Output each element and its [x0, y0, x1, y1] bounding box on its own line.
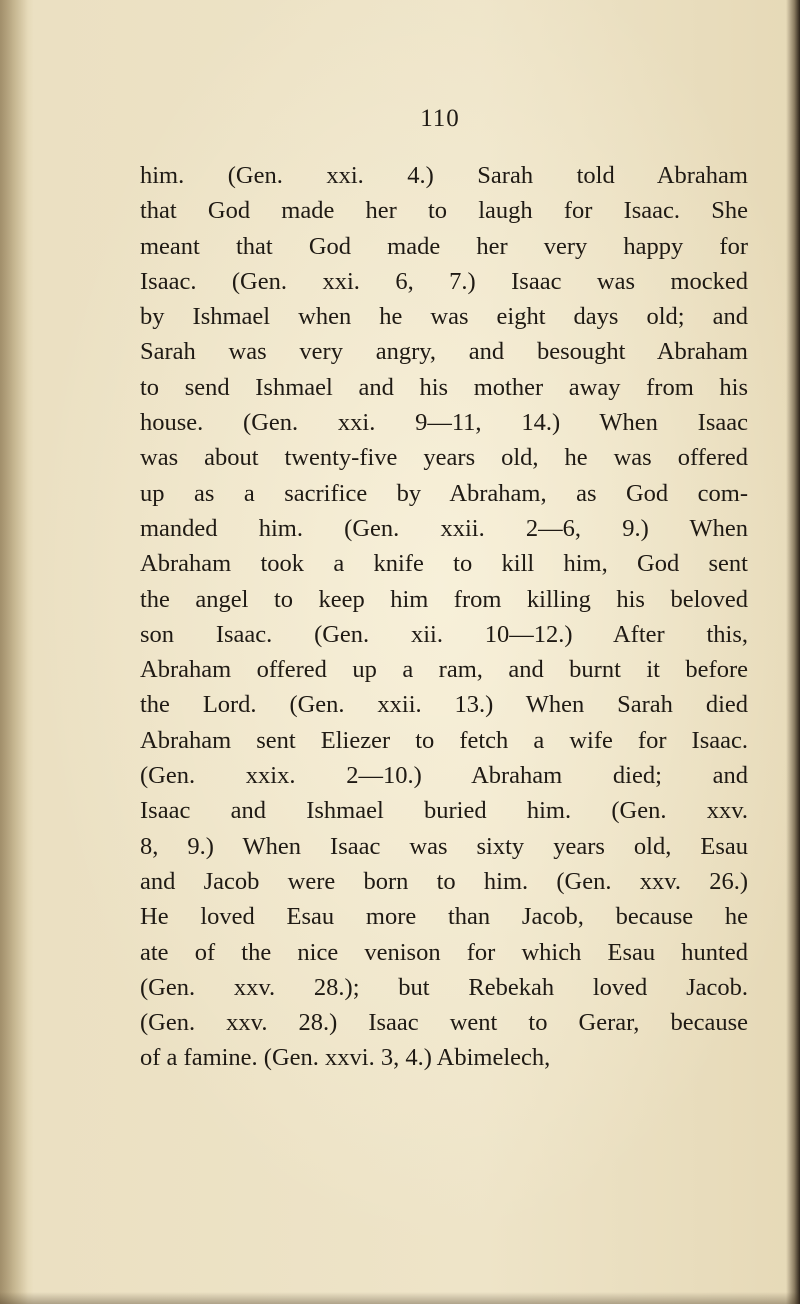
- text-line: by Ishmael when he was eight days old; and: [140, 303, 748, 331]
- binding-gutter-shadow: [0, 0, 28, 1304]
- page-edge-shadow: [786, 0, 800, 1304]
- text-line: son Isaac. (Gen. xii. 10—12.) After this,: [140, 620, 748, 648]
- text-line: Abraham took a knife to kill him, God sent: [140, 550, 748, 578]
- text-line: Abraham offered up a ram, and burnt it before: [140, 656, 748, 684]
- text-line: house. (Gen. xxi. 9—11, 14.) When Isaac: [140, 409, 748, 437]
- text-line: him. (Gen. xxi. 4.) Sarah told Abraham: [140, 162, 748, 189]
- text-line: manded him. (Gen. xxii. 2—6, 9.) When: [140, 514, 748, 542]
- page-bottom-edge: [0, 1292, 800, 1304]
- text-line: (Gen. xxv. 28.); but Rebekah loved Jacob.: [140, 973, 748, 1001]
- text-line: and Jacob were born to him. (Gen. xxv. 26.): [140, 867, 748, 895]
- text-line: meant that God made her very happy for: [140, 232, 748, 260]
- text-line: (Gen. xxix. 2—10.) Abraham died; and: [140, 762, 748, 790]
- page-number: 110: [420, 105, 460, 132]
- text-line: Abraham sent Eliezer to fetch a wife for Isaac.: [140, 726, 748, 754]
- text-line: to send Ishmael and his mother away from his: [140, 373, 748, 401]
- text-line: of a famine. (Gen. xxvi. 3, 4.) Abimelech,: [140, 1044, 551, 1072]
- text-line: that God made her to laugh for Isaac. She: [140, 197, 748, 225]
- text-line: up as a sacrifice by Abraham, as God com-: [140, 479, 748, 507]
- text-line: Sarah was very angry, and besought Abraham: [140, 338, 748, 366]
- text-line: the Lord. (Gen. xxii. 13.) When Sarah died: [140, 691, 748, 719]
- text-line: the angel to keep him from killing his beloved: [140, 585, 748, 613]
- text-line: Isaac. (Gen. xxi. 6, 7.) Isaac was mocked: [140, 267, 748, 295]
- text-line: ate of the nice venison for which Esau hunted: [140, 938, 748, 966]
- text-line: Isaac and Ishmael buried him. (Gen. xxv.: [140, 797, 748, 825]
- body-paragraph: [140, 158, 748, 1076]
- text-line: 8, 9.) When Isaac was sixty years old, Esau: [140, 832, 748, 860]
- text-line: was about twenty-five years old, he was offered: [140, 444, 748, 472]
- text-line: He loved Esau more than Jacob, because he: [140, 903, 748, 931]
- text-line: (Gen. xxv. 28.) Isaac went to Gerar, because: [140, 1009, 748, 1037]
